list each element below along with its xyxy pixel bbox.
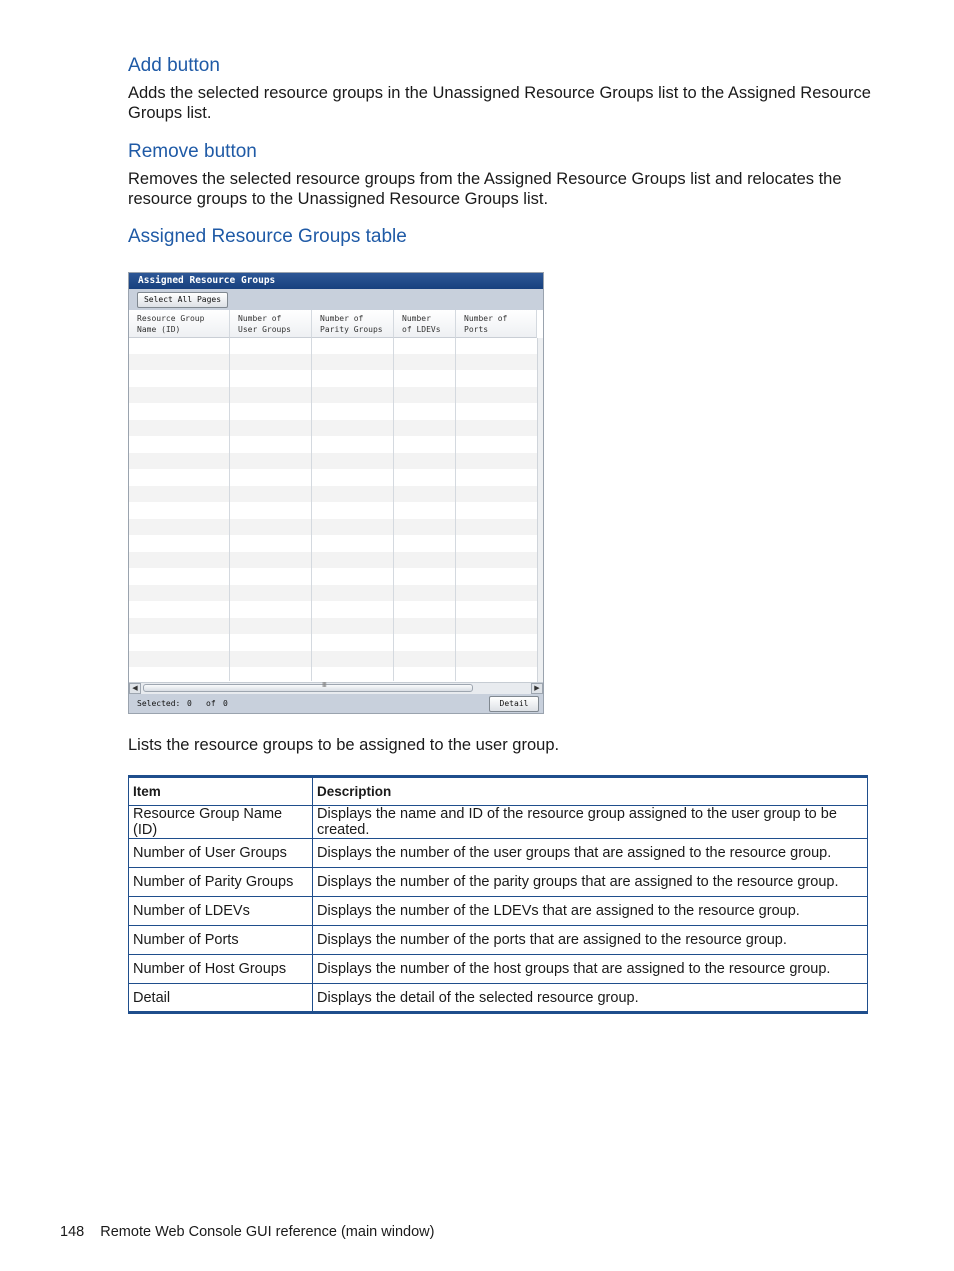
column-divider [311, 338, 312, 681]
table-row [129, 486, 537, 502]
page-number: 148 [60, 1224, 85, 1240]
item-cell: Number of LDEVs [129, 897, 313, 926]
table-row [129, 453, 537, 469]
assigned-resource-groups-panel [128, 272, 544, 714]
description-cell: Displays the number of the host groups that are assigned to the resource group. [313, 955, 868, 984]
selected-label: Selected: [137, 699, 181, 708]
item-cell: Number of User Groups [129, 839, 313, 868]
add-button-description: Adds the selected resource groups in the Unassigned Resource Groups list to the Assigned Resource Groups list. [128, 84, 871, 122]
vertical-scrollbar[interactable] [537, 338, 543, 682]
column-header-number-of-ports[interactable]: Number of Ports [456, 310, 537, 338]
select-all-pages-button[interactable]: Select All Pages [137, 292, 228, 308]
item-cell: Resource Group Name (ID) [129, 806, 313, 839]
table-row [129, 868, 868, 897]
table-row [129, 651, 537, 667]
item-cell: Number of Ports [129, 926, 313, 955]
table-row [129, 585, 537, 601]
description-cell: Displays the detail of the selected resource group. [313, 984, 868, 1013]
panel-title: Assigned Resource Groups [129, 273, 543, 289]
page-footer [60, 1222, 434, 1242]
selected-count: 0 [187, 699, 192, 708]
add-button-heading: Add button [128, 55, 220, 76]
scrollbar-thumb[interactable] [143, 684, 473, 692]
table-row [129, 420, 537, 436]
column-header-number-of-user-groups[interactable]: Number of User Groups [230, 310, 312, 338]
table-row [129, 926, 868, 955]
item-cell: Number of Parity Groups [129, 868, 313, 897]
table-row [129, 897, 868, 926]
table-row [129, 552, 537, 568]
page-footer-title: Remote Web Console GUI reference (main window) [100, 1224, 435, 1240]
table-row [129, 984, 868, 1013]
description-table [128, 775, 868, 1014]
column-header-resource-group-name[interactable]: Resource Group Name (ID) [129, 310, 230, 338]
description-cell: Displays the number of the LDEVs that are assigned to the resource group. [313, 897, 868, 926]
table-row [129, 354, 537, 370]
description-cell: Displays the name and ID of the resource group assigned to the user group to be created. [313, 806, 868, 839]
table-row [129, 519, 537, 535]
table-header-row [129, 777, 868, 806]
table-row [129, 387, 537, 403]
description-cell: Displays the number of the user groups that are assigned to the resource group. [313, 839, 868, 868]
scrollbar-grip-icon: IIII [322, 682, 326, 689]
header-description: Description [313, 777, 868, 806]
scroll-left-icon[interactable]: ◀ [129, 683, 141, 694]
assigned-table-heading: Assigned Resource Groups table [128, 226, 407, 247]
column-divider [393, 338, 394, 681]
item-cell: Number of Host Groups [129, 955, 313, 984]
column-header-number-of-parity-groups[interactable]: Number of Parity Groups [312, 310, 394, 338]
total-count: 0 [223, 699, 228, 708]
column-header-number-of-ldevs[interactable]: Number of LDEVs [394, 310, 456, 338]
horizontal-scrollbar[interactable] [129, 682, 543, 694]
table-row [129, 618, 537, 634]
panel-toolbar [129, 289, 543, 310]
table-caption: Lists the resource groups to be assigned to the user group. [128, 736, 560, 754]
description-cell: Displays the number of the ports that are assigned to the resource group. [313, 926, 868, 955]
table-row [129, 955, 868, 984]
table-row [129, 839, 868, 868]
panel-footer [129, 694, 543, 713]
remove-button-heading: Remove button [128, 141, 257, 162]
of-label: of [206, 699, 216, 708]
table-row [129, 806, 868, 839]
scroll-right-icon[interactable]: ▶ [531, 683, 543, 694]
resource-groups-grid [129, 310, 543, 682]
item-cell: Detail [129, 984, 313, 1013]
remove-button-description: Removes the selected resource groups from the Assigned Resource Groups list and relocates the resource groups to the Unassigned Resource Groups list. [128, 170, 842, 208]
column-divider [455, 338, 456, 681]
header-item: Item [129, 777, 313, 806]
description-cell: Displays the number of the parity groups that are assigned to the resource group. [313, 868, 868, 897]
detail-button[interactable]: Detail [489, 696, 539, 712]
column-divider [229, 338, 230, 681]
